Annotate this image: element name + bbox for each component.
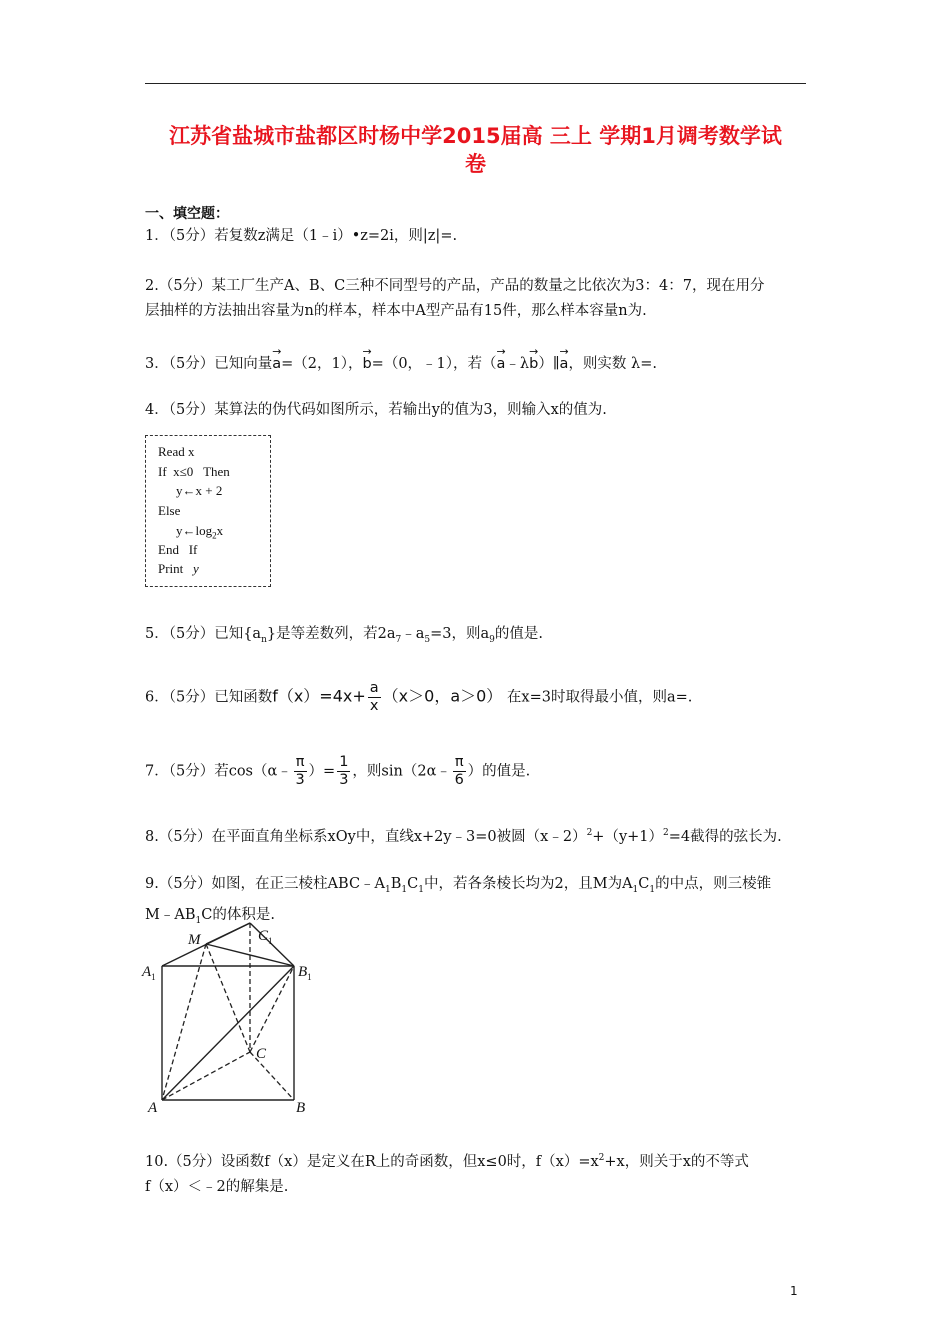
edge-c-b1 [250, 966, 294, 1052]
vector-b: → b [362, 348, 371, 377]
pseudocode-box [145, 435, 271, 587]
q3-mid4: ）∥ [538, 356, 560, 372]
q9-l2-post: C的体积是. [201, 906, 275, 923]
header-rule [145, 83, 806, 84]
q7-mid2: ，则sin（2α﹣ [352, 763, 451, 780]
q6-frac-den: x [369, 698, 379, 714]
q6-post: 在x=3时取得最小值，则a=. [506, 689, 693, 706]
q10-line1 [145, 1146, 810, 1175]
q7-frac-pi-6 [453, 754, 466, 789]
label-a1 [141, 964, 156, 982]
q10-l1-post: +x，则关于x的不等式 [604, 1153, 749, 1170]
q8-pre: 8.（5分）在平面直角坐标系xOy中，直线x+2y﹣3=0被圆（x﹣2） [145, 828, 587, 845]
q10-line2: f（x）＜﹣2的解集是. [145, 1178, 289, 1195]
code-log-base: 2 [212, 530, 217, 541]
vector-a-2: → a [497, 348, 506, 377]
q8-post: =4截得的弦长为. [668, 828, 782, 845]
edge-a-b1 [162, 966, 294, 1100]
vector-b-2: → b [529, 348, 538, 377]
q7-post: ）的值是. [467, 763, 531, 780]
q7-three-1: 3 [295, 772, 305, 788]
page-number: 1 [790, 1284, 798, 1298]
label-b1-sub: 1 [307, 972, 312, 982]
label-c1 [258, 928, 273, 946]
q4-text: 4．（5分）某算法的伪代码如图所示，若输出y的值为3，则输入x的值为. [145, 402, 607, 418]
q9-s2: 1 [401, 884, 408, 895]
q6-pre: 6．（5分）已知函数 [145, 689, 273, 706]
question-8 [145, 821, 810, 850]
code-line-4: Else [158, 503, 181, 518]
q5-pre: 5．（5分）已知{a [145, 626, 262, 642]
label-a: A [148, 1100, 158, 1116]
question-10 [145, 1146, 810, 1200]
q5-mid2: ﹣a [401, 626, 425, 642]
q7-mid1: ）= [308, 763, 336, 780]
vector-a-3: → a [560, 348, 569, 377]
q9-c: C [407, 876, 419, 892]
edge-m-a [162, 944, 206, 1100]
q10-sup: 2 [598, 1153, 605, 1163]
q8-sup-1: 2 [586, 828, 593, 838]
q3-mid3: ﹣λ [505, 356, 530, 372]
q2-line2: 层抽样的方法抽出容量为n的样本，样本中A型产品有15件，那么样本容量n为. [145, 303, 647, 319]
q2-line1: 2.（5分）某工厂生产A、B、C三种不同型号的产品，产品的数量之比依次为3：4：7，现在用分 [145, 278, 765, 294]
q9-l1-pre: 9.（5分）如图，在正三棱柱ABC﹣A [145, 876, 386, 892]
q9-l1-mid: 中，若各条棱长均为2，且M为A [424, 876, 633, 892]
q3-mid1: =（2，1）， [281, 356, 363, 372]
code-log-arg: x [216, 523, 224, 538]
code-then: Then [203, 464, 230, 479]
q9-line1 [145, 872, 810, 903]
q9-s3: 1 [418, 884, 424, 895]
q5-sub-n: n [261, 634, 267, 645]
q7-one: 1 [339, 754, 349, 770]
q5-mid1: }是等差数列，若2a [266, 626, 396, 642]
code-line-5 [176, 523, 223, 541]
code-if: If [158, 464, 167, 479]
label-c1-letter: C [258, 928, 269, 944]
code-print: Print [158, 561, 184, 576]
question-5 [145, 622, 810, 653]
q5-sub-5: 5 [424, 634, 431, 645]
q6-frac-num: a [369, 680, 379, 696]
q8-mid: +（y+1） [592, 828, 664, 845]
q6-func: f（x）=4x+ [272, 686, 366, 706]
q1-text: 1．（5分）若复数z满足（1﹣i）•z=2i，则|z|=. [145, 228, 458, 244]
label-b: B [296, 1100, 306, 1116]
q5-sub-9: 9 [489, 634, 495, 645]
q5-sub-7: 7 [395, 634, 402, 645]
q7-pre: 7．（5分）若cos（α﹣ [145, 763, 292, 780]
edge-m-c [206, 944, 250, 1052]
q7-frac-1-3 [337, 754, 350, 789]
edge-m-c1 [206, 923, 250, 944]
question-3 [145, 348, 810, 377]
label-m: M [188, 932, 201, 948]
q9-l1-post: 的中点，则三棱锥 [655, 876, 772, 892]
edge-a-c [162, 1052, 250, 1100]
code-line-7 [158, 561, 199, 577]
code-endif: If [188, 542, 198, 557]
q5-mid3: =3，则a [430, 626, 490, 642]
title-line-2: 卷 [465, 152, 486, 176]
q9-l2-pre: M﹣AB [145, 906, 196, 923]
q9-s4: 1 [632, 884, 639, 895]
q7-six: 6 [454, 772, 464, 788]
label-a1-sub: 1 [151, 972, 156, 982]
code-line-2 [158, 464, 230, 480]
q9-c2: C [638, 876, 650, 892]
code-line-6 [158, 542, 197, 558]
code-log: y←log [176, 523, 213, 538]
q10-l1-pre: 10.（5分）设函数f（x）是定义在R上的奇函数，但x≤0时，f（x）=x [145, 1153, 599, 1170]
q7-pi-1: π [295, 754, 305, 770]
label-a1-letter: A [142, 964, 152, 980]
label-c1-sub: 1 [268, 936, 273, 946]
q3-pre: 3．（5分）已知向量 [145, 356, 273, 372]
document-title [145, 122, 806, 178]
label-b1-letter: B [298, 964, 308, 980]
code-cond: x≤0 [173, 464, 194, 479]
section-heading: 一、填空题： [145, 206, 229, 222]
title-line-1: 江苏省盐城市盐都区时杨中学2015届高 三上 学期1月调考数学试 [169, 124, 782, 148]
question-2 [145, 274, 810, 324]
q6-cond: （x＞0，a＞0） [382, 686, 503, 706]
q7-three-2: 3 [339, 772, 349, 788]
question-1 [145, 224, 810, 249]
label-c: C [256, 1046, 267, 1062]
q9-b: B [390, 876, 402, 892]
question-7 [145, 754, 810, 789]
q8-sup-2: 2 [663, 828, 669, 838]
q7-pi-2: π [454, 754, 464, 770]
question-6 [145, 680, 810, 715]
q9-l2-s1: 1 [195, 915, 202, 926]
q7-frac-pi-3 [294, 754, 307, 789]
code-print-var: y [193, 561, 199, 576]
q9-s1: 1 [385, 884, 391, 895]
label-b1 [298, 964, 312, 982]
code-line-1: Read x [158, 444, 195, 459]
q3-post: ，则实数 λ=. [568, 356, 657, 372]
q9-s5: 1 [649, 884, 656, 895]
prism-figure [140, 915, 330, 1118]
vector-a: → a [272, 348, 281, 377]
q6-fraction [368, 680, 381, 715]
code-end: End [158, 542, 179, 557]
code-line-3: y←x + 2 [176, 483, 223, 498]
q5-post: 的值是. [494, 626, 543, 642]
q3-mid2: =（0，﹣1），若（ [371, 356, 497, 372]
question-4 [145, 398, 810, 423]
